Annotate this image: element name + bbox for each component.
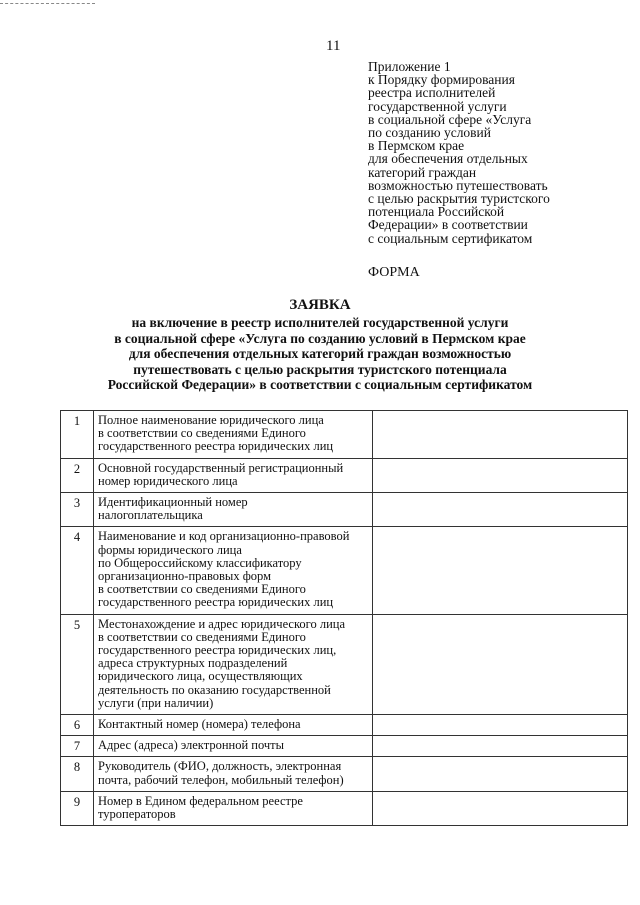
row-value-field[interactable] bbox=[373, 791, 628, 825]
appendix-line: Приложение 1 bbox=[368, 59, 451, 74]
row-label-line: формы юридического лица bbox=[98, 542, 242, 557]
appendix-line: с целью раскрытия туристского bbox=[368, 191, 550, 207]
row-label bbox=[94, 527, 373, 614]
row-label-line: Полное наименование юридического лица bbox=[98, 413, 324, 427]
row-value-field[interactable] bbox=[373, 614, 628, 714]
row-label-line: адреса структурных подразделений bbox=[98, 656, 288, 671]
row-label-line: в соответствии со сведениями Единого bbox=[98, 582, 306, 597]
appendix-line: категорий граждан bbox=[368, 164, 477, 180]
row-label-line: Идентификационный номер bbox=[98, 495, 248, 510]
row-label bbox=[94, 715, 373, 736]
row-label-line: Наименование и код организационно-правовой bbox=[98, 529, 350, 544]
row-label-line: услуги (при наличии) bbox=[98, 695, 214, 710]
form-table-body bbox=[61, 411, 628, 826]
table-row bbox=[61, 411, 628, 459]
row-label-line: Руководитель (ФИО, должность, электронная bbox=[98, 759, 342, 774]
row-number: 9 bbox=[61, 791, 94, 825]
appendix-line: потенциала Российской bbox=[368, 204, 505, 220]
row-label bbox=[94, 757, 373, 791]
row-label-line: по Общероссийскому классификатору bbox=[98, 555, 302, 570]
application-form-table bbox=[60, 410, 628, 826]
form-label: ФОРМА bbox=[368, 265, 420, 280]
row-number: 3 bbox=[61, 493, 94, 527]
row-number: 4 bbox=[61, 527, 94, 614]
row-label-line: государственного реестра юридических лиц bbox=[98, 595, 334, 610]
row-number: 8 bbox=[61, 757, 94, 791]
row-label-line: государственного реестра юридических лиц bbox=[98, 439, 334, 454]
appendix-line: с социальным сертификатом bbox=[368, 230, 533, 246]
row-number: 1 bbox=[61, 411, 94, 459]
row-label-line: в соответствии со сведениями Единого bbox=[98, 629, 306, 644]
row-label-line: в соответствии со сведениями Единого bbox=[98, 426, 306, 441]
row-label-line: налогоплательщика bbox=[98, 508, 203, 523]
row-label-line: государственного реестра юридических лиц, bbox=[98, 643, 337, 658]
row-label bbox=[94, 411, 373, 459]
row-value-field[interactable] bbox=[373, 736, 628, 757]
table-row bbox=[61, 527, 628, 614]
appendix-line: по созданию условий bbox=[368, 125, 492, 141]
row-label bbox=[94, 458, 373, 492]
table-row bbox=[61, 493, 628, 527]
row-label-line: Адрес (адреса) электронной почты bbox=[98, 738, 285, 753]
subtitle-line: Российской Федерации» в соответствии с социальным сертификатом bbox=[107, 377, 533, 392]
document-title: ЗАЯВКА bbox=[289, 297, 351, 313]
row-value-field[interactable] bbox=[373, 757, 628, 791]
row-label bbox=[94, 493, 373, 527]
table-row bbox=[61, 614, 628, 714]
row-number: 6 bbox=[61, 715, 94, 736]
appendix-line: в социальной сфере «Услуга bbox=[368, 111, 532, 127]
row-label-line: туроператоров bbox=[98, 807, 176, 822]
row-label-line: Местонахождение и адрес юридического лица bbox=[98, 616, 346, 631]
appendix-line: к Порядку формирования bbox=[368, 72, 515, 88]
appendix-line: Федерации» в соответствии bbox=[368, 217, 528, 233]
row-number: 7 bbox=[61, 736, 94, 757]
table-row bbox=[61, 757, 628, 791]
row-label-line: Номер в Едином федеральном реестре bbox=[98, 793, 303, 808]
subtitle-line: для обеспечения отдельных категорий граждан возможностью bbox=[128, 346, 512, 361]
row-value-field[interactable] bbox=[373, 458, 628, 492]
scan-edge-mark bbox=[0, 3, 95, 5]
subtitle-line: путешествовать с целью раскрытия туристского потенциала bbox=[133, 361, 507, 377]
row-label bbox=[94, 791, 373, 825]
row-label bbox=[94, 614, 373, 714]
row-value-field[interactable] bbox=[373, 493, 628, 527]
row-label bbox=[94, 736, 373, 757]
appendix-line: для обеспечения отдельных bbox=[368, 151, 528, 167]
table-row bbox=[61, 791, 628, 825]
appendix-line: возможностью путешествовать bbox=[368, 177, 548, 193]
page-number: 11 bbox=[326, 38, 341, 54]
row-number: 2 bbox=[61, 458, 94, 492]
row-label-line: номер юридического лица bbox=[98, 473, 238, 488]
appendix-line: в Пермском крае bbox=[368, 138, 465, 154]
row-number: 5 bbox=[61, 614, 94, 714]
row-label-line: почта, рабочий телефон, мобильный телефон) bbox=[98, 772, 344, 787]
row-value-field[interactable] bbox=[373, 715, 628, 736]
row-value-field[interactable] bbox=[373, 411, 628, 459]
table-row bbox=[61, 458, 628, 492]
row-label-line: Контактный номер (номера) телефона bbox=[98, 717, 301, 732]
table-row bbox=[61, 736, 628, 757]
appendix-line: реестра исполнителей bbox=[368, 85, 496, 101]
subtitle-line: на включение в реестр исполнителей государственной услуги bbox=[131, 315, 509, 330]
row-label-line: деятельность по оказанию государственной bbox=[98, 682, 331, 697]
subtitle-line: в социальной сфере «Услуга по созданию условий в Пермском крае bbox=[114, 330, 526, 346]
row-label-line: организационно-правовых форм bbox=[98, 569, 272, 584]
table-row bbox=[61, 715, 628, 736]
row-label-line: юридического лица, осуществляющих bbox=[98, 669, 303, 684]
appendix-line: государственной услуги bbox=[368, 98, 507, 114]
row-label-line: Основной государственный регистрационный bbox=[98, 460, 344, 475]
row-value-field[interactable] bbox=[373, 527, 628, 614]
document-subtitle bbox=[0, 315, 640, 393]
appendix-block bbox=[368, 60, 623, 245]
